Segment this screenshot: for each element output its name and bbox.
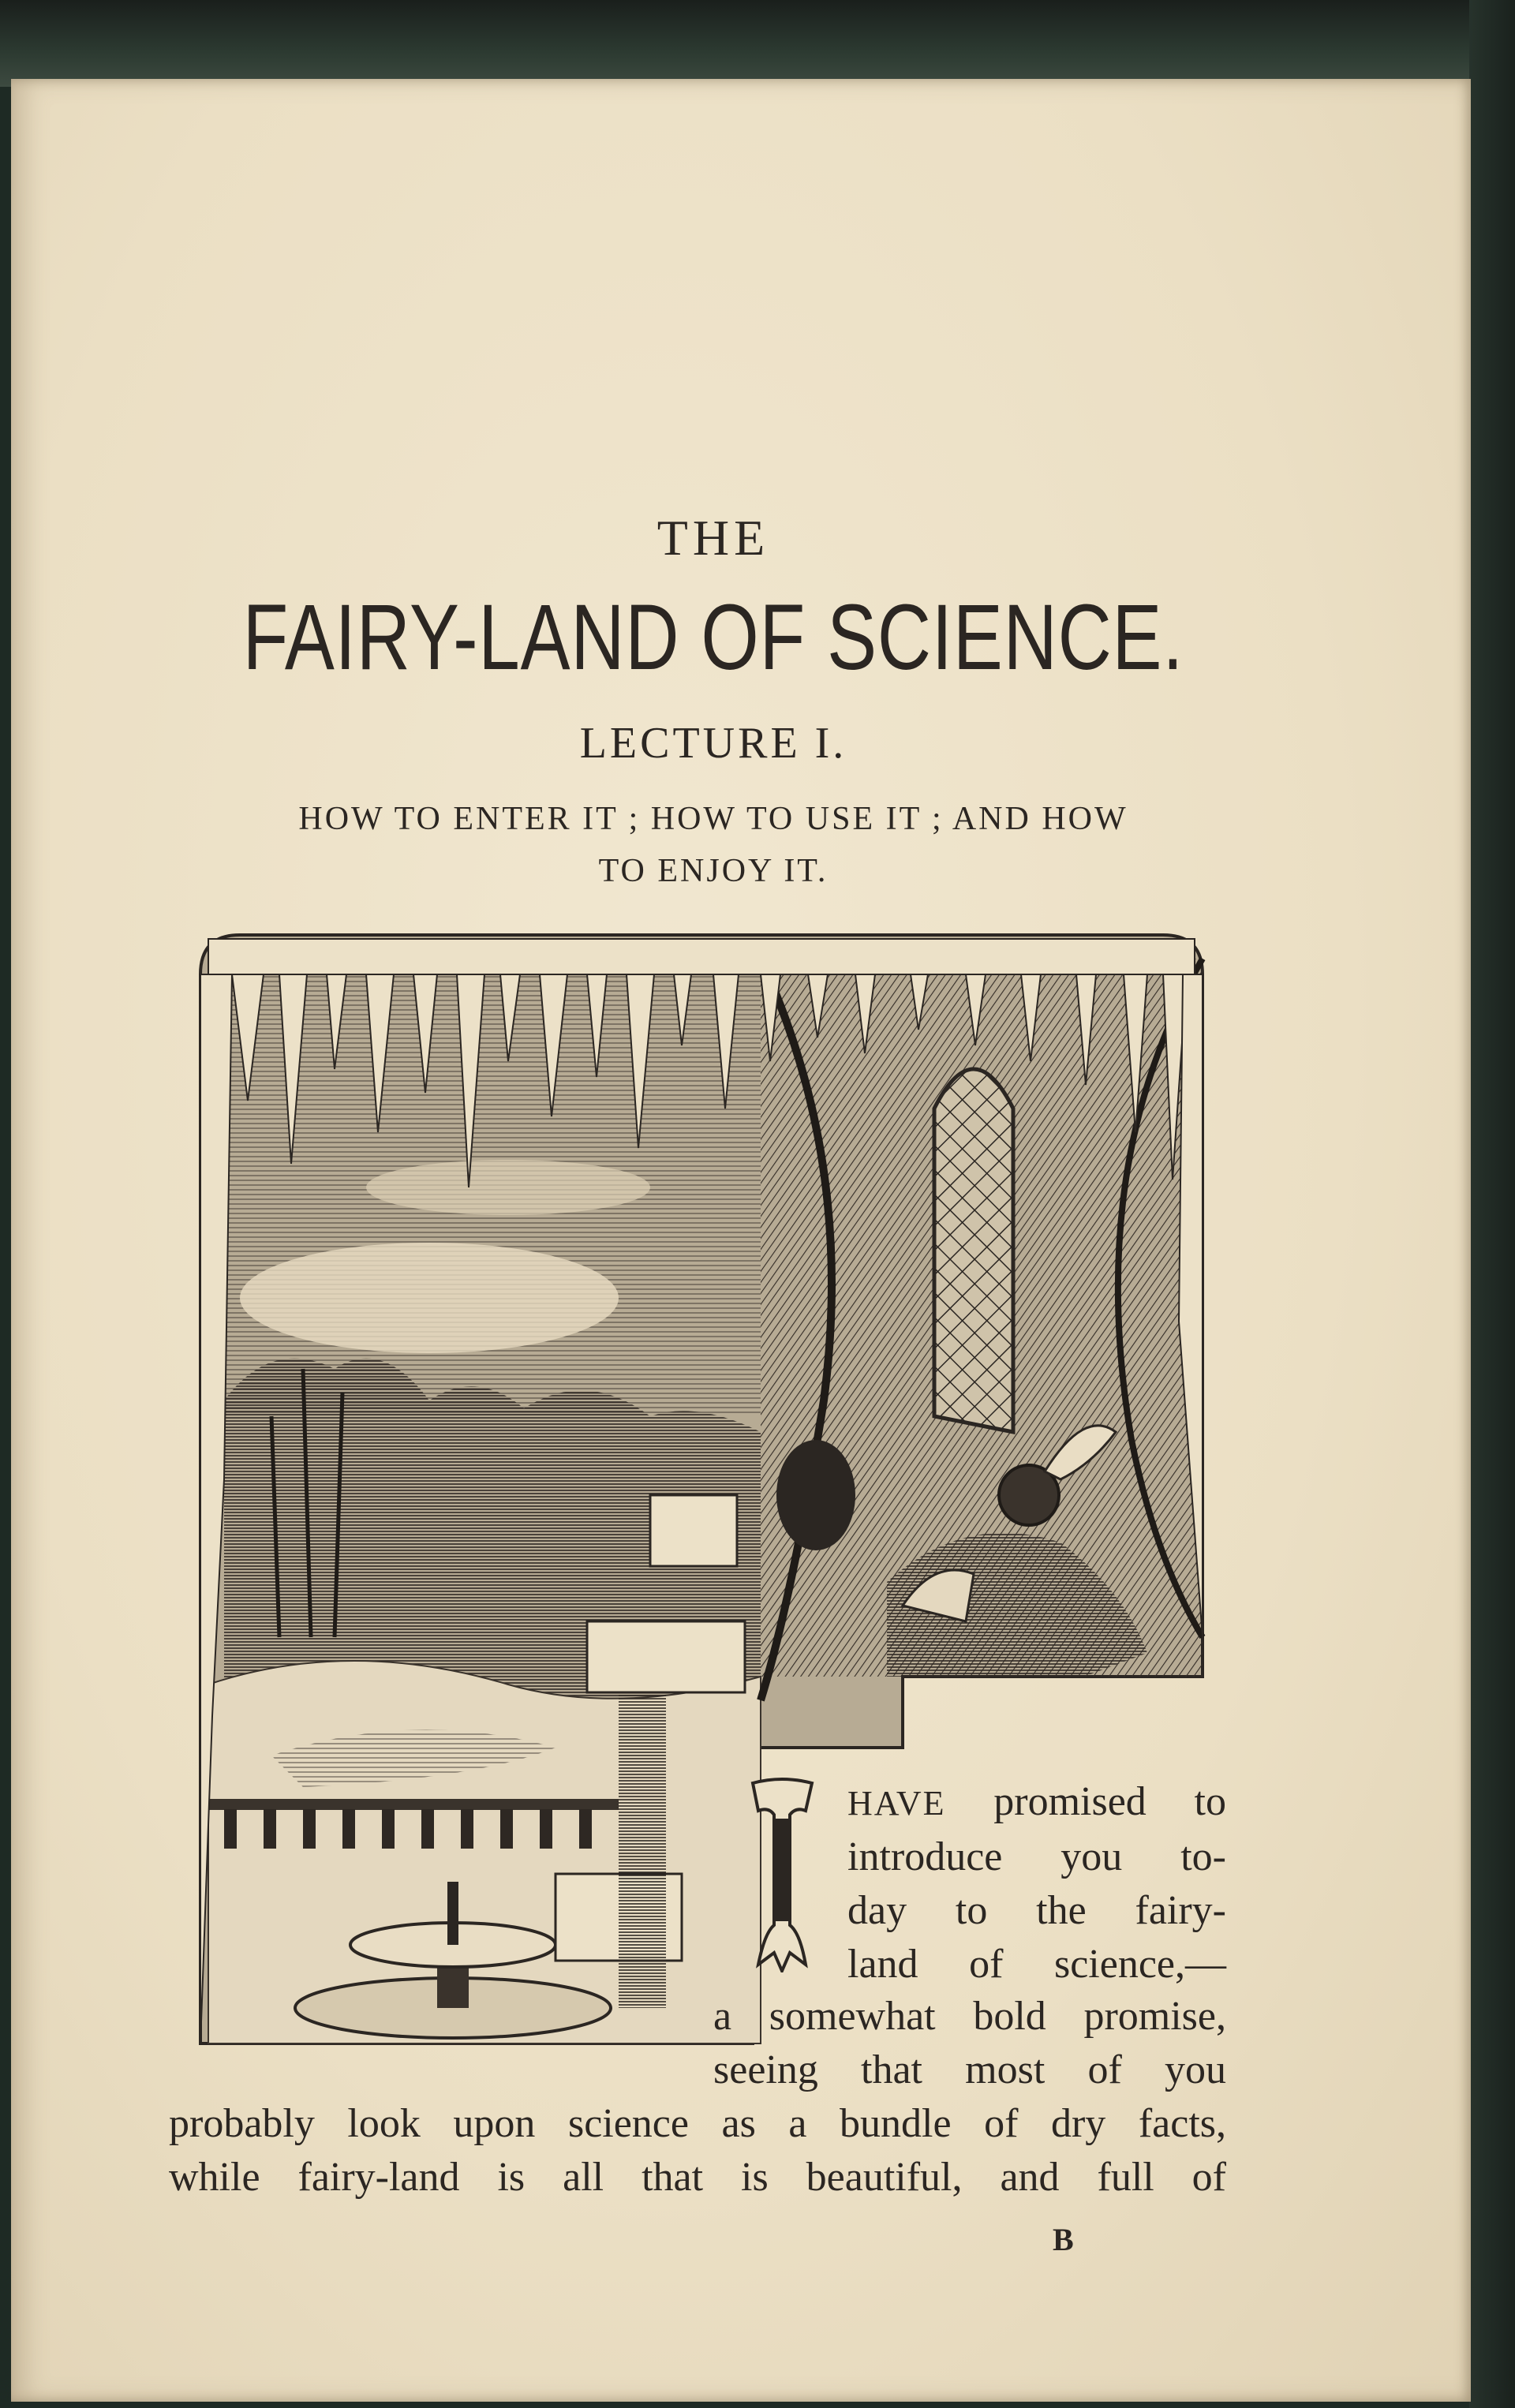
body-line-6: seeing that most of you	[713, 2047, 1226, 2092]
body-paragraph-top	[847, 1775, 1226, 1991]
subtitle-line-2: TO ENJOY IT.	[598, 853, 829, 889]
dropcap-icon	[749, 1775, 816, 1972]
page-title: FAIRY-LAND OF SCIENCE.	[242, 585, 1184, 690]
body-line-3: day to the fairy-	[847, 1888, 1226, 1933]
body-line-8: while fairy-land is all that is beautiful, and full of	[169, 2155, 1226, 2200]
body-line-1-caps: HAVE	[847, 1784, 946, 1823]
body-line-7: probably look upon science as a bundle of dry facts,	[169, 2101, 1226, 2146]
lecture-subtitle	[185, 793, 1242, 897]
body-paragraph-bottom	[169, 2097, 1226, 2204]
lecture-heading: LECTURE I.	[579, 719, 847, 768]
body-line-5: a somewhat bold promise,	[713, 1994, 1226, 2039]
body-line-1	[847, 1775, 1226, 1830]
body-line-2: introduce you to-	[847, 1834, 1226, 1879]
book-cover-top	[0, 0, 1515, 87]
signature-mark: B	[1053, 2222, 1074, 2257]
body-line-1-rest: promised to	[945, 1779, 1226, 1824]
book-page	[11, 79, 1471, 2402]
body-paragraph-mid	[713, 1990, 1226, 2097]
title-article: THE	[656, 510, 770, 566]
book-spine	[1469, 0, 1515, 2408]
subtitle-line-1: HOW TO ENTER IT ; HOW TO USE IT ; AND HOW	[298, 801, 1128, 837]
body-line-4: land of science,—	[847, 1942, 1226, 1987]
